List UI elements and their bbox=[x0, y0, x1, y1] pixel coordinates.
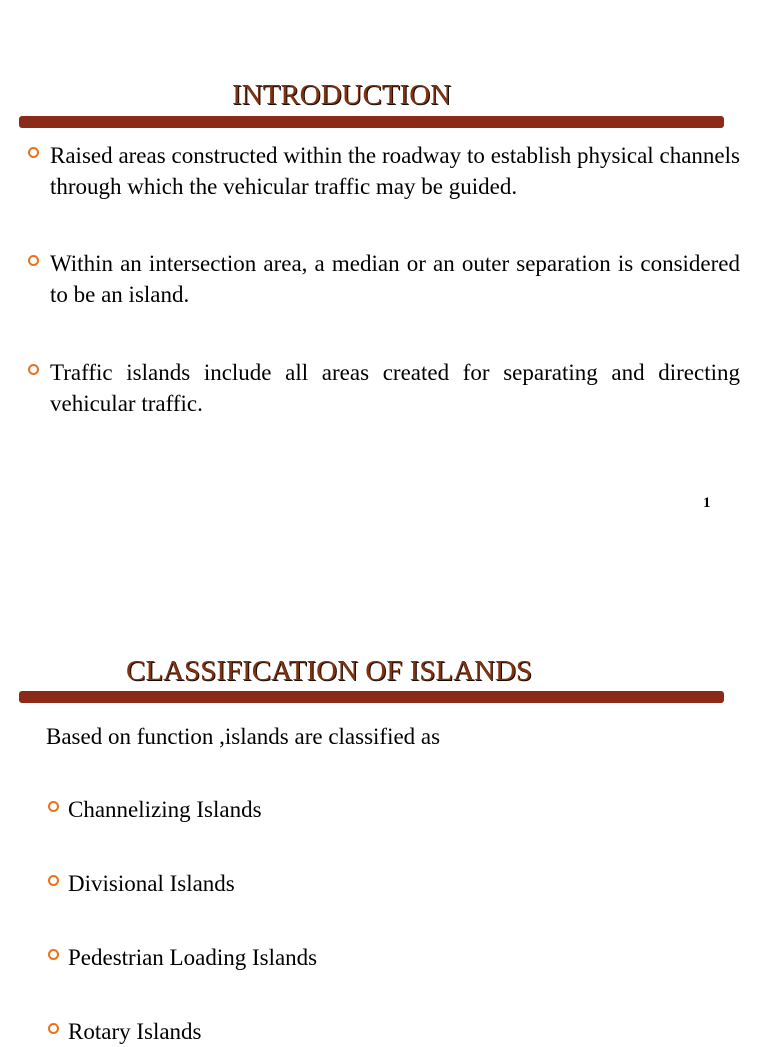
list-item bbox=[46, 943, 726, 973]
list-item bbox=[46, 1017, 726, 1047]
island-types-list bbox=[46, 795, 726, 1047]
ring-bullet-icon bbox=[48, 875, 59, 886]
slide-title-introduction: INTRODUCTION bbox=[232, 79, 452, 111]
ring-bullet-icon bbox=[48, 949, 59, 960]
list-item bbox=[46, 869, 726, 899]
introduction-bullet-list bbox=[26, 140, 740, 419]
title-underline-bar bbox=[19, 116, 724, 128]
list-item bbox=[26, 248, 740, 310]
bullet-text: Channelizing Islands bbox=[68, 797, 262, 822]
list-item bbox=[46, 795, 726, 825]
bullet-text: Within an intersection area, a median or an outer separation is considered to be an island. bbox=[50, 251, 740, 307]
list-item bbox=[26, 140, 740, 202]
ring-bullet-icon bbox=[48, 1023, 59, 1034]
bullet-text: Rotary Islands bbox=[68, 1019, 202, 1044]
ring-bullet-icon bbox=[48, 801, 59, 812]
intro-text: Based on function ,islands are classified as bbox=[46, 724, 441, 749]
ring-bullet-icon bbox=[28, 255, 39, 266]
bullet-text: Divisional Islands bbox=[68, 871, 235, 896]
title-underline-bar bbox=[19, 691, 724, 703]
list-item bbox=[26, 357, 740, 419]
ring-bullet-icon bbox=[28, 147, 39, 158]
ring-bullet-icon bbox=[28, 364, 39, 375]
bullet-text: Raised areas constructed within the roadway to establish physical channels through which the vehicular traffic may be guided. bbox=[50, 143, 740, 199]
page-number: 1 bbox=[703, 495, 711, 511]
bullet-text: Traffic islands include all areas created for separating and directing vehicular traffic. bbox=[50, 360, 740, 416]
bullet-text: Pedestrian Loading Islands bbox=[68, 945, 318, 970]
slide-title-classification: CLASSIFICATION OF ISLANDS bbox=[126, 655, 533, 687]
